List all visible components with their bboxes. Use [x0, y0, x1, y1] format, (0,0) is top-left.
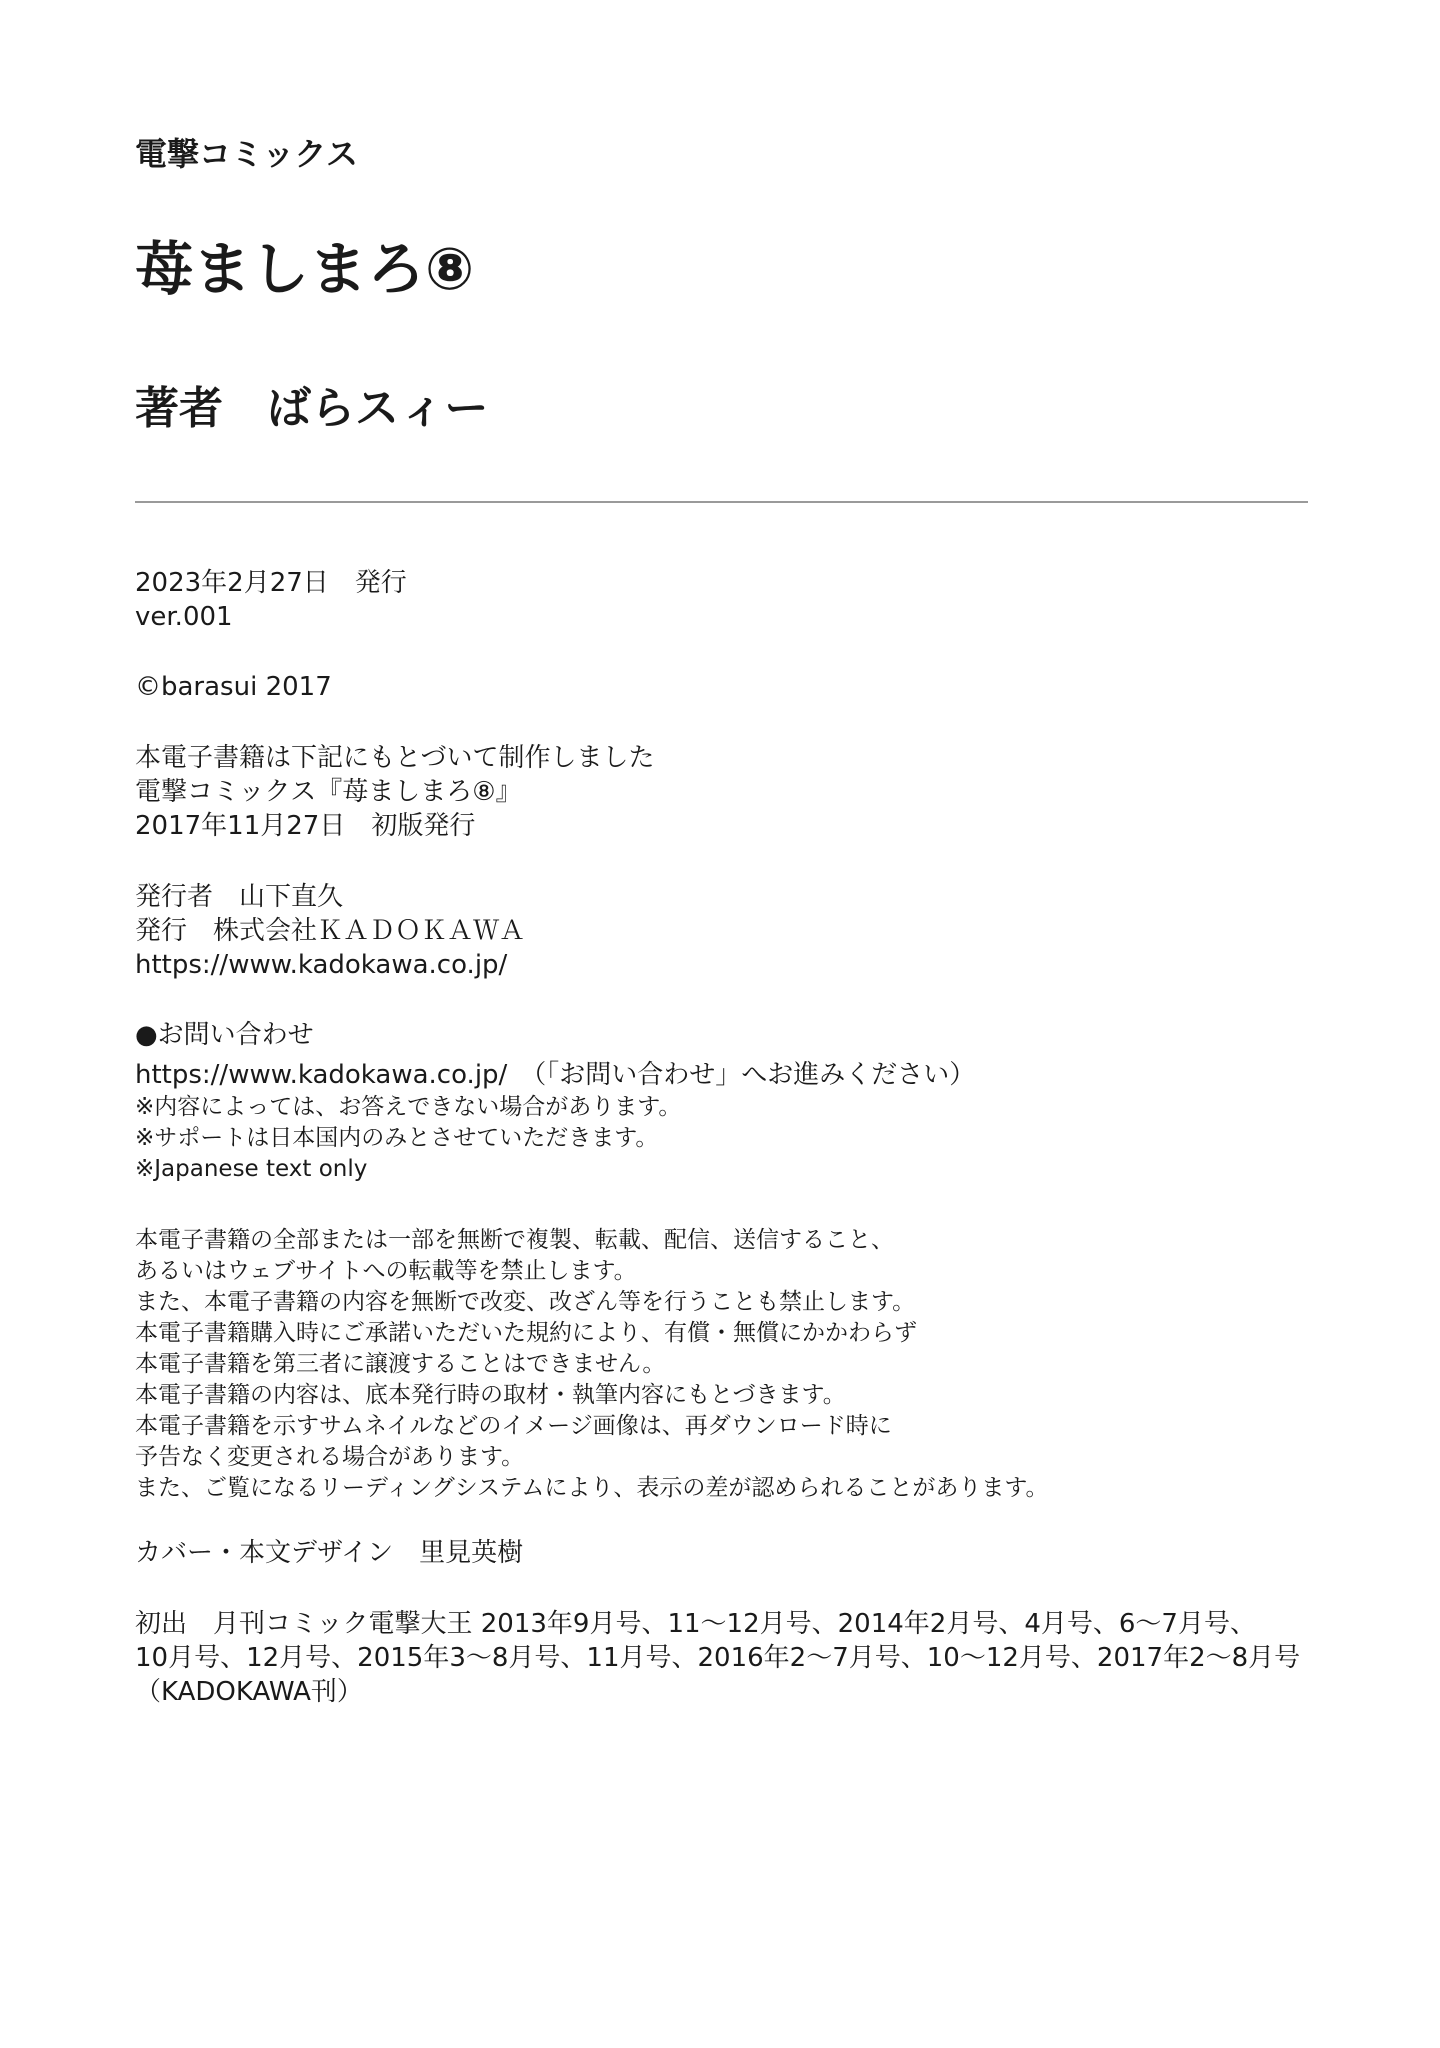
notice-line: 本電子書籍を示すサムネイルなどのイメージ画像は、再ダウンロード時に	[135, 1413, 892, 1439]
source-block	[135, 741, 1310, 843]
source-line: 電撃コミックス『苺ましまろ⑧』	[135, 777, 522, 807]
version: ver.001	[135, 602, 233, 632]
notices-block	[135, 1225, 1310, 1504]
design-credit-block	[135, 1536, 1310, 1570]
contact-heading: ●お問い合わせ	[135, 1020, 314, 1050]
copyright-block	[135, 670, 1310, 704]
notice-line: 予告なく変更される場合があります。	[135, 1444, 525, 1470]
copyright: ©barasui 2017	[135, 672, 332, 702]
contact-note: ※サポートは日本国内のみとさせていただきます。	[135, 1125, 659, 1151]
book-title: 苺ましまろ⑧	[135, 235, 475, 303]
notice-line: 本電子書籍の内容は、底本発行時の取材・執筆内容にもとづきます。	[135, 1382, 846, 1408]
first-appearance-line: （KADOKAWA刊）	[135, 1677, 363, 1707]
first-appearance-block	[135, 1607, 1310, 1709]
first-appearance-line: 初出 月刊コミック電撃大王 2013年9月号、11～12月号、2014年2月号、4月号、6～7月号、	[135, 1609, 1256, 1639]
publication-date: 2023年2月27日 発行	[135, 568, 407, 598]
publisher-person: 発行者 山下直久	[135, 882, 344, 912]
notice-line: また、ご覧になるリーディングシステムにより、表示の差が認められることがあります。	[135, 1475, 1049, 1501]
source-line: 2017年11月27日 初版発行	[135, 811, 476, 841]
contact-url: https://www.kadokawa.co.jp/ （「お問い合わせ」へお進みください）	[135, 1060, 976, 1090]
author-line: 著者 ばらスィー	[135, 383, 489, 434]
contact-note: ※内容によっては、お答えできない場合があります。	[135, 1094, 682, 1120]
publisher-url: https://www.kadokawa.co.jp/	[135, 950, 508, 980]
publisher-company: 発行 株式会社ＫＡＤＯＫＡＷＡ	[135, 916, 526, 946]
imprint-label: 電撃コミックス	[135, 135, 359, 173]
notice-line: あるいはウェブサイトへの転載等を禁止します。	[135, 1258, 637, 1284]
source-line: 本電子書籍は下記にもとづいて制作しました	[135, 743, 655, 773]
notice-line: 本電子書籍を第三者に譲渡することはできません。	[135, 1351, 666, 1377]
publisher-block	[135, 880, 1310, 982]
notice-line: また、本電子書籍の内容を無断で改変、改ざん等を行うことも禁止します。	[135, 1289, 916, 1315]
contact-note: ※Japanese text only	[135, 1156, 368, 1182]
notice-line: 本電子書籍購入時にご承諾いただいた規約により、有償・無償にかかわらず	[135, 1320, 917, 1346]
contact-block	[135, 1018, 1310, 1185]
first-appearance-line: 10月号、12月号、2015年3～8月号、11月号、2016年2～7月号、10～12月号、2017年2～8月号	[135, 1643, 1301, 1673]
design-credit: カバー・本文デザイン 里見英樹	[135, 1538, 524, 1568]
publication-info	[135, 566, 1310, 634]
divider	[135, 501, 1308, 503]
notice-line: 本電子書籍の全部または一部を無断で複製、転載、配信、送信すること、	[135, 1227, 894, 1253]
